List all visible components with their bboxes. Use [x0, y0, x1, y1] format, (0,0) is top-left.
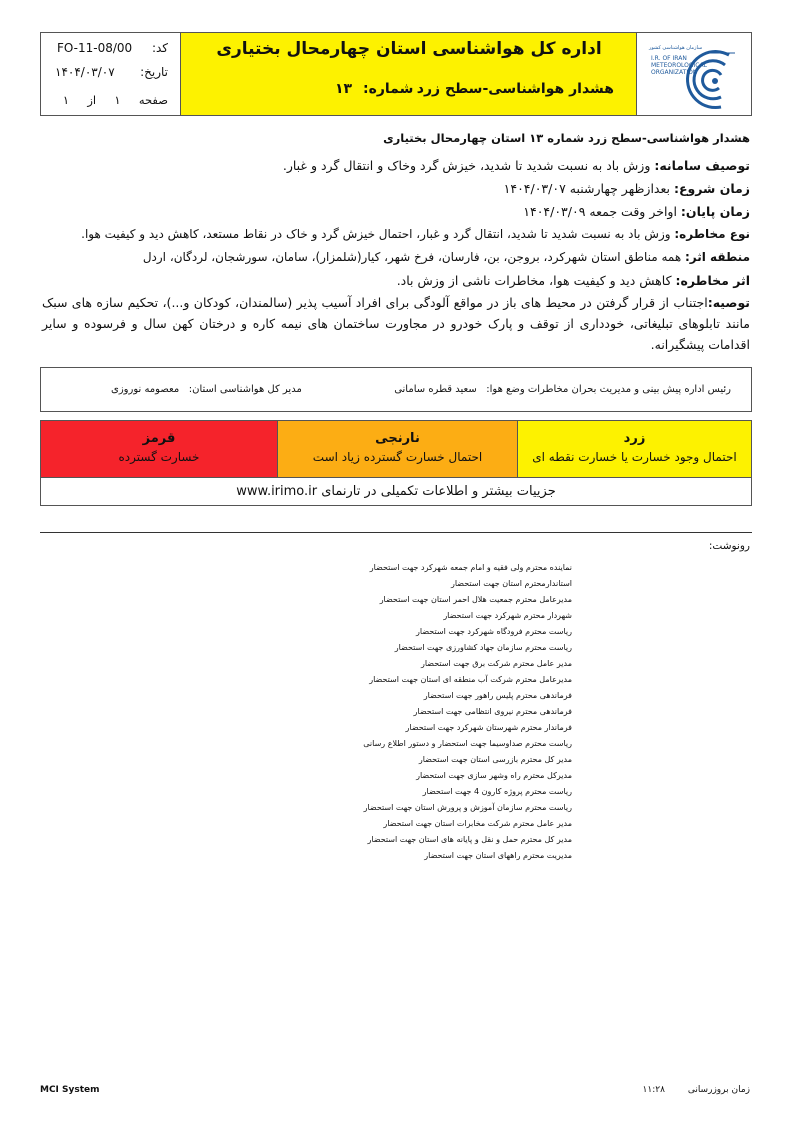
impact-label: اثر مخاطره:	[675, 273, 750, 288]
footer-system: MCI System	[40, 1085, 100, 1095]
document-heading: هشدار هواشناسی-سطح زرد شماره ۱۳ استان چهارمحال بختیاری	[383, 131, 750, 145]
warning-number: ۱۳	[335, 81, 353, 97]
signature-1-title: رئیس اداره پیش بینی و مدیریت بحران مخاطرات وضع هوا:	[486, 384, 731, 395]
signature-box	[40, 367, 752, 412]
level-orange-desc: احتمال خسارت گسترده زیاد است	[312, 450, 483, 464]
impact-area	[143, 250, 750, 264]
logo-name-en-2: METEOROLOGICAL	[651, 62, 707, 69]
code-label: کد:	[151, 41, 168, 55]
end-value: اواخر وقت جمعه ۱۴۰۴/۰۳/۰۹	[523, 204, 681, 219]
recipient-item: نماینده محترم ولی فقیه و امام جمعه شهرکرد جهت استحضار	[369, 563, 572, 572]
end-time	[523, 204, 750, 219]
document-code-block	[41, 33, 180, 115]
signature-2-name: معصومه نوروزی	[111, 384, 180, 395]
hazard-value: وزش باد به نسبت شدید تا شدید، انتقال گرد و غبار، احتمال خیزش گرد و خاک در نقاط مستعد، کاهش دید و کیفیت هوا.	[81, 227, 675, 241]
level-red	[41, 421, 277, 477]
recipient-item: مدیر کل محترم حمل و نقل و پایانه های استان جهت استحضار	[367, 835, 572, 844]
logo-name-en-3: ORGANIZATION	[651, 69, 698, 76]
recipient-item: مدیرکل محترم راه وشهر سازی جهت استحضار	[416, 771, 572, 780]
hazard-label: نوع مخاطره:	[674, 227, 750, 241]
signature-2-title: مدیر کل هواشناسی استان:	[188, 384, 302, 395]
recipient-item: ریاست محترم سازمان جهاد کشاورزی جهت استحضار	[394, 643, 572, 652]
hazard-impact	[397, 273, 750, 288]
level-yellow-desc: احتمال وجود خسارت یا خسارت نقطه ای	[532, 450, 737, 464]
logo-block	[636, 33, 751, 115]
recipient-item: ریاست محترم صداوسیما جهت استحضار و دستور اطلاع رسانی	[363, 739, 572, 748]
logo-name-fa: سازمان هواشناسی کشور	[649, 45, 703, 51]
recipient-item: فرماندار محترم شهرستان شهرکرد جهت استحضار	[405, 723, 572, 732]
recipient-item: ریاست محترم پروژه کارون 4 جهت استحضار	[422, 787, 572, 796]
level-yellow	[517, 421, 751, 477]
page-label: صفحه	[138, 93, 168, 107]
area-value: همه مناطق استان شهرکرد، بروجن، بن، فارسان، فرخ شهر، کیار(شلمزار)، سامان، سورشجان، لردگان، اردل	[142, 250, 685, 264]
footer-update	[643, 1085, 750, 1095]
recipient-item: ریاست محترم فرودگاه شهرکرد جهت استحضار	[416, 627, 572, 636]
recipient-item: ریاست محترم سازمان آموزش و پرورش استان جهت استحضار	[363, 803, 572, 812]
advice-value: اجتناب از قرار گرفتن در محیط های باز در مواقع آلودگی برای افراد آسیب پذیر (سالمندان، کودکان و...)، تحکیم سازه های سبک مانند تابلوهای تبلیغاتی، خودداری از توقف و پارک خودرو در مجاورت ساختمان های نیمه کاره و درختان کهن سال و فرسوده و سایر اقدامات پیشگیرانه.	[42, 295, 750, 352]
page-of: از	[87, 93, 97, 107]
recipient-item: مدیرعامل محترم شرکت آب منطقه ای استان جهت استحضار	[369, 675, 572, 684]
system-value: وزش باد به نسبت شدید تا شدید، خیزش گرد وخاک و انتقال گرد و غبار.	[282, 158, 655, 173]
start-time	[504, 181, 750, 196]
advice	[42, 292, 750, 355]
warning-levels-table	[40, 420, 752, 506]
recipient-item: فرماندهی محترم نیروی انتظامی جهت استحضار	[413, 707, 572, 716]
level-red-desc: خسارت گسترده	[118, 450, 200, 464]
warning-subtitle: هشدار هواشناسی-سطح زرد	[416, 81, 614, 97]
recipient-item: مدیر عامل محترم شرکت مخابرات استان جهت استحضار	[383, 819, 572, 828]
recipient-item: مدیر کل محترم بازرسی استان جهت استحضار	[418, 755, 572, 764]
page-current: ۱	[114, 93, 121, 107]
recipient-item: شهردار محترم شهرکرد جهت استحضار	[443, 611, 572, 620]
recipient-item: مدیریت محترم راههای استان جهت استحضار	[424, 851, 572, 860]
recipient-item: فرماندهی محترم پلیس راهور جهت استحضار	[423, 691, 572, 700]
date-value: ۱۴۰۴/۰۳/۰۷	[55, 65, 115, 79]
start-value: بعدازظهر چهارشنبه ۱۴۰۴/۰۳/۰۷	[503, 181, 674, 196]
levels-footer: جزییات بیشتر و اطلاعات تکمیلی در تارنمای www.irimo.ir	[41, 477, 751, 505]
document-header	[40, 32, 752, 116]
code-value: FO-11-08/00	[57, 41, 133, 55]
level-orange	[277, 421, 517, 477]
header-title-block	[180, 33, 636, 115]
level-orange-name: نارنجی	[375, 431, 420, 446]
date-label: تاریخ:	[140, 65, 168, 79]
level-yellow-name: زرد	[623, 431, 646, 446]
org-title: اداره کل هواشناسی استان چهارمحال بختیاری	[216, 39, 602, 59]
recipient-item: مدیرعامل محترم جمعیت هلال احمر استان جهت استحضار	[379, 595, 572, 604]
page-total: ۱	[62, 93, 70, 107]
impact-value: کاهش دید و کیفیت هوا، مخاطرات ناشی از وزش باد.	[396, 273, 676, 288]
recipient-item: استاندارمحترم استان جهت استحضار	[450, 579, 572, 588]
recipient-item: مدیر عامل محترم شرکت برق جهت استحضار	[420, 659, 572, 668]
system-label: توصیف سامانه:	[654, 158, 750, 173]
logo-name-en-1: I.R. OF IRAN	[651, 55, 687, 62]
end-label: زمان پایان:	[680, 204, 750, 219]
footer-update-time: ۱۱:۲۸	[642, 1085, 665, 1095]
signature-1-name: سعید قطره سامانی	[394, 384, 477, 395]
start-label: زمان شروع:	[673, 181, 750, 196]
divider	[40, 532, 752, 533]
hazard-type	[81, 227, 750, 241]
warning-number-label: شماره:	[363, 81, 414, 97]
system-description	[283, 158, 750, 173]
footer-update-label: زمان بروزرسانی	[687, 1085, 750, 1095]
level-red-name: قرمز	[142, 431, 176, 446]
recipients-label: رونوشت:	[708, 540, 750, 552]
advice-label: توصیه:	[707, 295, 750, 310]
area-label: منطقه اثر:	[685, 250, 750, 264]
